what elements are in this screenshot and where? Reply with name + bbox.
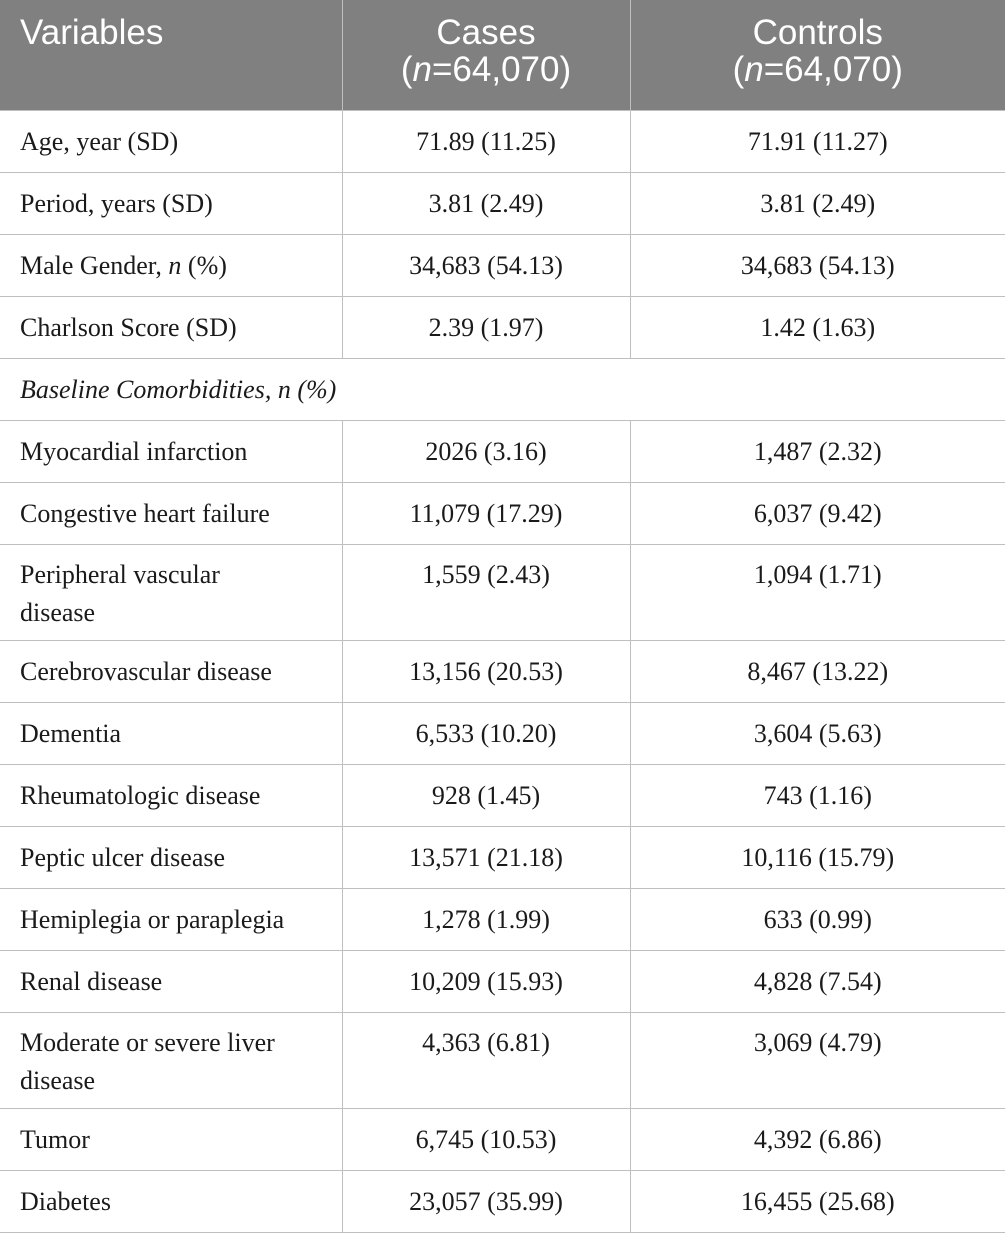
controls-cell: 3.81 (2.49) [630, 172, 1005, 234]
controls-cell: 6,037 (9.42) [630, 482, 1005, 544]
variable-cell: Peptic ulcer disease [0, 826, 342, 888]
controls-cell: 1,487 (2.32) [630, 420, 1005, 482]
table-row [0, 234, 1005, 296]
cases-cell: 71.89 (11.25) [342, 110, 630, 172]
controls-cell: 4,828 (7.54) [630, 950, 1005, 1012]
variable-cell: Rheumatologic disease [0, 764, 342, 826]
cases-cell: 6,533 (10.20) [342, 702, 630, 764]
cases-cell: 6,745 (10.53) [342, 1108, 630, 1170]
table-row [0, 826, 1005, 888]
table-row [0, 482, 1005, 544]
table-row [0, 110, 1005, 172]
variable-cell: Peripheral vascular disease [0, 544, 342, 640]
cases-cell: 34,683 (54.13) [342, 234, 630, 296]
cases-cell: 928 (1.45) [342, 764, 630, 826]
variable-cell: Congestive heart failure [0, 482, 342, 544]
table-row [0, 420, 1005, 482]
controls-cell: 16,455 (25.68) [630, 1170, 1005, 1232]
table-row [0, 1012, 1005, 1108]
controls-cell: 3,604 (5.63) [630, 702, 1005, 764]
cases-cell: 13,156 (20.53) [342, 640, 630, 702]
cases-cell: 13,571 (21.18) [342, 826, 630, 888]
controls-cell: 8,467 (13.22) [630, 640, 1005, 702]
variable-cell: Male Gender, n (%) [0, 234, 342, 296]
header-controls: Controls (n=64,070) [630, 0, 1005, 110]
section-row [0, 358, 1005, 420]
table-row [0, 950, 1005, 1012]
variable-cell: Age, year (SD) [0, 110, 342, 172]
variable-cell: Hemiplegia or paraplegia [0, 888, 342, 950]
controls-cell: 71.91 (11.27) [630, 110, 1005, 172]
variable-cell: Myocardial infarction [0, 420, 342, 482]
header-row [0, 0, 1005, 110]
controls-cell: 1.42 (1.63) [630, 296, 1005, 358]
variable-cell: Moderate or severe liver disease [0, 1012, 342, 1108]
cases-cell: 4,363 (6.81) [342, 1012, 630, 1108]
controls-cell: 4,392 (6.86) [630, 1108, 1005, 1170]
controls-cell: 3,069 (4.79) [630, 1012, 1005, 1108]
table-row [0, 172, 1005, 234]
controls-cell: 34,683 (54.13) [630, 234, 1005, 296]
table-row [0, 640, 1005, 702]
cases-cell: 2.39 (1.97) [342, 296, 630, 358]
table-row [0, 296, 1005, 358]
variable-cell: Dementia [0, 702, 342, 764]
header-variables: Variables [0, 0, 342, 110]
table-row [0, 764, 1005, 826]
cases-cell: 1,278 (1.99) [342, 888, 630, 950]
controls-cell: 743 (1.16) [630, 764, 1005, 826]
cases-cell: 10,209 (15.93) [342, 950, 630, 1012]
controls-cell: 633 (0.99) [630, 888, 1005, 950]
variable-cell: Cerebrovascular disease [0, 640, 342, 702]
table-row [0, 702, 1005, 764]
cases-cell: 1,559 (2.43) [342, 544, 630, 640]
controls-cell: 1,094 (1.71) [630, 544, 1005, 640]
variable-cell: Tumor [0, 1108, 342, 1170]
header-cases: Cases (n=64,070) [342, 0, 630, 110]
variable-cell: Renal disease [0, 950, 342, 1012]
variable-cell: Period, years (SD) [0, 172, 342, 234]
section-heading: Baseline Comorbidities, n (%) [0, 358, 1005, 420]
cases-cell: 3.81 (2.49) [342, 172, 630, 234]
cases-cell: 2026 (3.16) [342, 420, 630, 482]
table-row [0, 544, 1005, 640]
table-row [0, 888, 1005, 950]
variable-cell: Diabetes [0, 1170, 342, 1232]
cases-cell: 23,057 (35.99) [342, 1170, 630, 1232]
variable-cell: Charlson Score (SD) [0, 296, 342, 358]
table-row [0, 1108, 1005, 1170]
cases-cell: 11,079 (17.29) [342, 482, 630, 544]
table-row [0, 1170, 1005, 1232]
controls-cell: 10,116 (15.79) [630, 826, 1005, 888]
